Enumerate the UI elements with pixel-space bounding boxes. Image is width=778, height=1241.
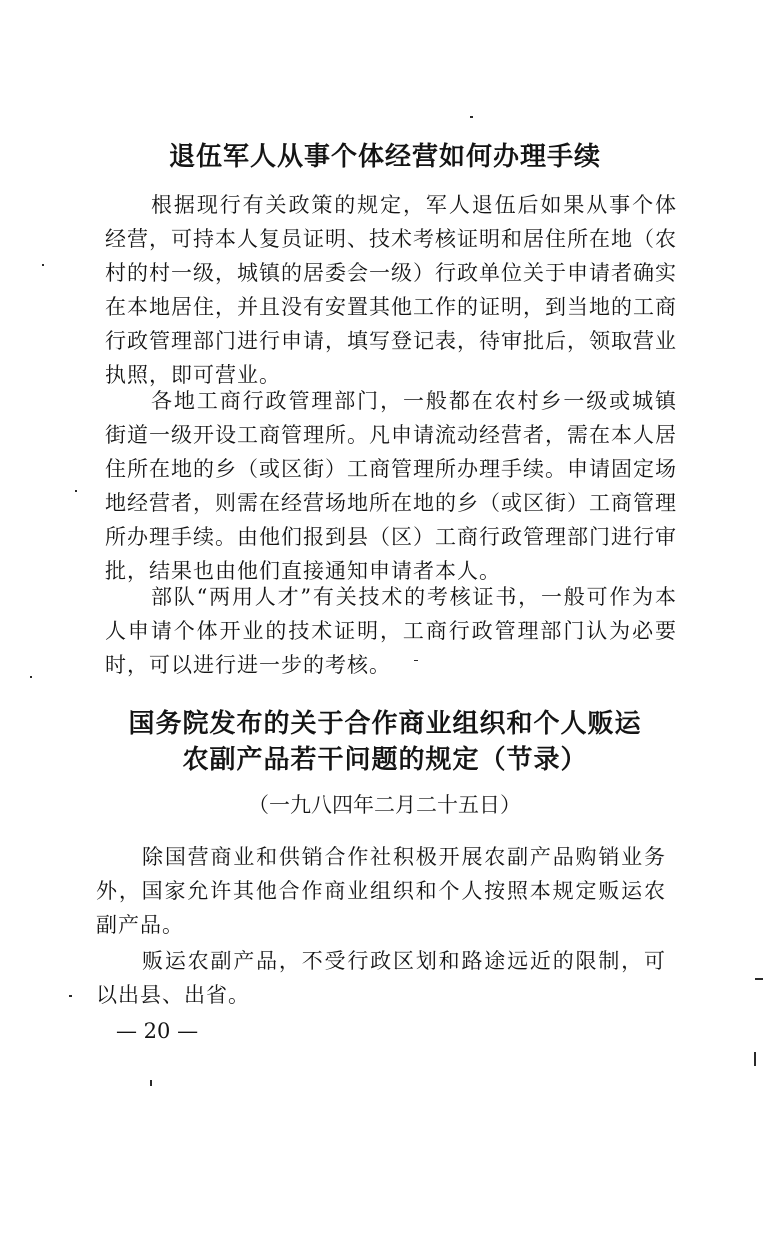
scan-speck [755, 978, 763, 980]
scan-speck [754, 1052, 756, 1066]
decree-date: （一九八四年二月二十五日） [248, 793, 521, 817]
section2-paragraph-1: 除国营商业和供销合作社积极开展农副产品购销业务外，国家允许其他合作商业组织和个人按照本规定贩运农副产品。 [96, 845, 666, 937]
scan-speck [75, 490, 77, 492]
section1-paragraph-2: 各地工商行政管理部门，一般都在农村乡一级或城镇街道一级开设工商管理所。凡申请流动经营者，需在本人居住所在地的乡（或区街）工商管理所办理手续。申请固定场地经营者，则需在经营场地所在地的乡（或区街）工商管理所办理手续。由他们报到县（区）工商行政管理部门进行审批，结果也由他们直接通知申请者本人。 [105, 389, 677, 583]
section2-title-line-2: 农副产品若干问题的规定（节录） [182, 745, 588, 775]
section1-paragraph-3: 部队“两用人才”有关技术的考核证书，一般可作为本人申请个体开业的技术证明，工商行政管理部门认为必要时，可以进行进一步的考核。 [105, 585, 677, 677]
section2-title-line-1: 国务院发布的关于合作商业组织和个人贩运 [128, 709, 642, 739]
scan-speck [470, 116, 473, 118]
scan-speck [150, 1080, 152, 1086]
section2-paragraph-2: 贩运农副产品，不受行政区划和路途远近的限制，可以出县、出省。 [96, 949, 666, 1007]
scan-speck [69, 995, 72, 997]
page-number: — 20 — [116, 1019, 199, 1043]
section1-paragraph-1: 根据现行有关政策的规定，军人退伍后如果从事个体经营，可持本人复员证明、技术考核证明和居住所在地（农村的村一级，城镇的居委会一级）行政单位关于申请者确实在本地居住，并且没有安置其他工作的证明，到当地的工商行政管理部门进行申请，填写登记表，待审批后，领取营业执照，即可营业。 [105, 193, 677, 387]
scan-speck [414, 660, 418, 661]
scan-speck [42, 264, 44, 266]
scan-speck [30, 676, 32, 678]
section1-title: 退伍军人从事个体经营如何办理手续 [168, 142, 601, 172]
